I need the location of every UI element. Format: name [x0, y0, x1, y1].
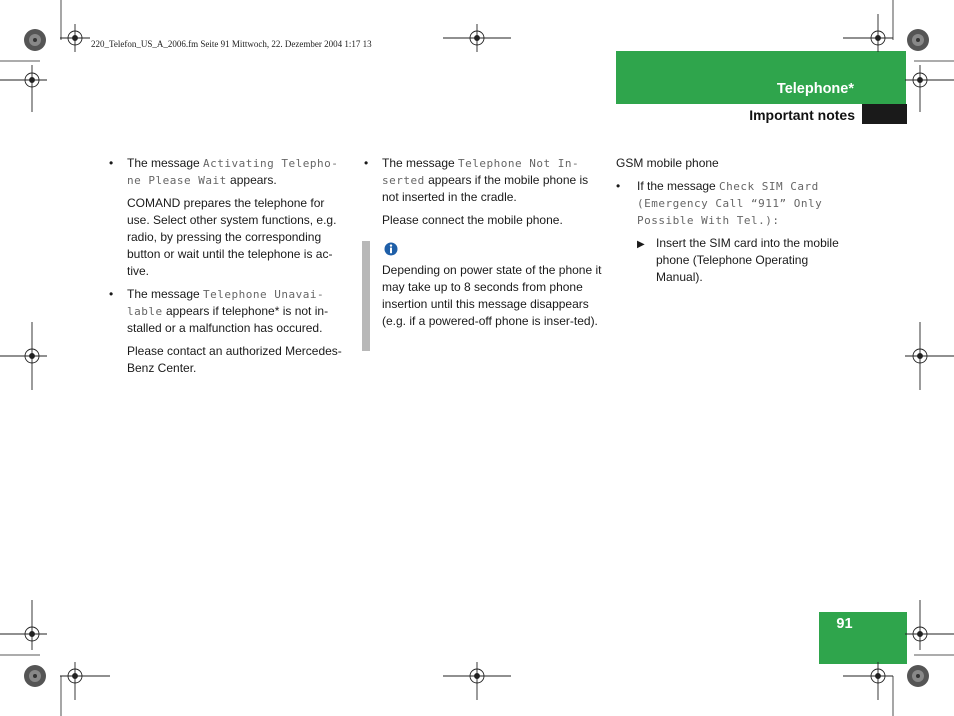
- paragraph: COMAND prepares the telephone for use. Select other system functions, e.g. radio, by pressing the corresponding button or wait until the telephone is ac-tive.: [127, 196, 337, 278]
- color-target-icon: [24, 29, 929, 687]
- display-message: ne Please Wait: [127, 174, 227, 187]
- item-text: appears if the mobile phone is not inserted in the cradle.: [382, 173, 589, 204]
- bullet-icon: •: [109, 156, 114, 170]
- section-title: Telephone*: [776, 81, 854, 97]
- display-message: serted: [382, 174, 425, 187]
- item-text: appears.: [226, 173, 277, 187]
- bullet-icon: •: [109, 287, 114, 301]
- display-message: Telephone Not In-: [458, 157, 580, 170]
- registration-mark-icon: [0, 14, 954, 700]
- subsection-title: Important notes: [749, 107, 855, 123]
- item-text: The message: [382, 156, 459, 170]
- display-message: Telephone Unavai-: [203, 288, 325, 301]
- bullet-icon: •: [364, 156, 369, 170]
- item-text: :: [772, 214, 780, 227]
- item-text: The message: [127, 287, 204, 301]
- item-text: The message: [127, 156, 204, 170]
- arrow-icon: ▶: [637, 239, 645, 250]
- display-message: Possible With Tel.): [637, 214, 773, 227]
- bullet-icon: •: [616, 179, 621, 193]
- display-message: (Emergency Call “911” Only: [637, 197, 823, 210]
- display-message: lable: [127, 305, 163, 318]
- step-text: Insert the SIM card into the mobile phone (Telephone Operating Manual).: [656, 236, 839, 284]
- item-text: appears if telephone* is not in-stalled or a malfunction has occured.: [127, 304, 329, 335]
- section-heading: GSM mobile phone: [616, 156, 719, 170]
- file-header: 220_Telefon_US_A_2006.fm Seite 91 Mittwoch, 22. Dezember 2004 1:17 13: [91, 39, 372, 49]
- page-number: 91: [836, 616, 853, 632]
- paragraph: Please contact an authorized Mercedes-Benz Center.: [127, 344, 342, 375]
- display-message: Activating Telepho-: [203, 157, 339, 170]
- display-message: Check SIM Card: [719, 180, 819, 193]
- info-text: Depending on power state of the phone it may take up to 8 seconds from phone insertion until this message disappears (e.g. if a powered-off phone is inser-ted).: [382, 263, 602, 328]
- item-text: If the message: [637, 179, 720, 193]
- paragraph: Please connect the mobile phone.: [382, 213, 563, 227]
